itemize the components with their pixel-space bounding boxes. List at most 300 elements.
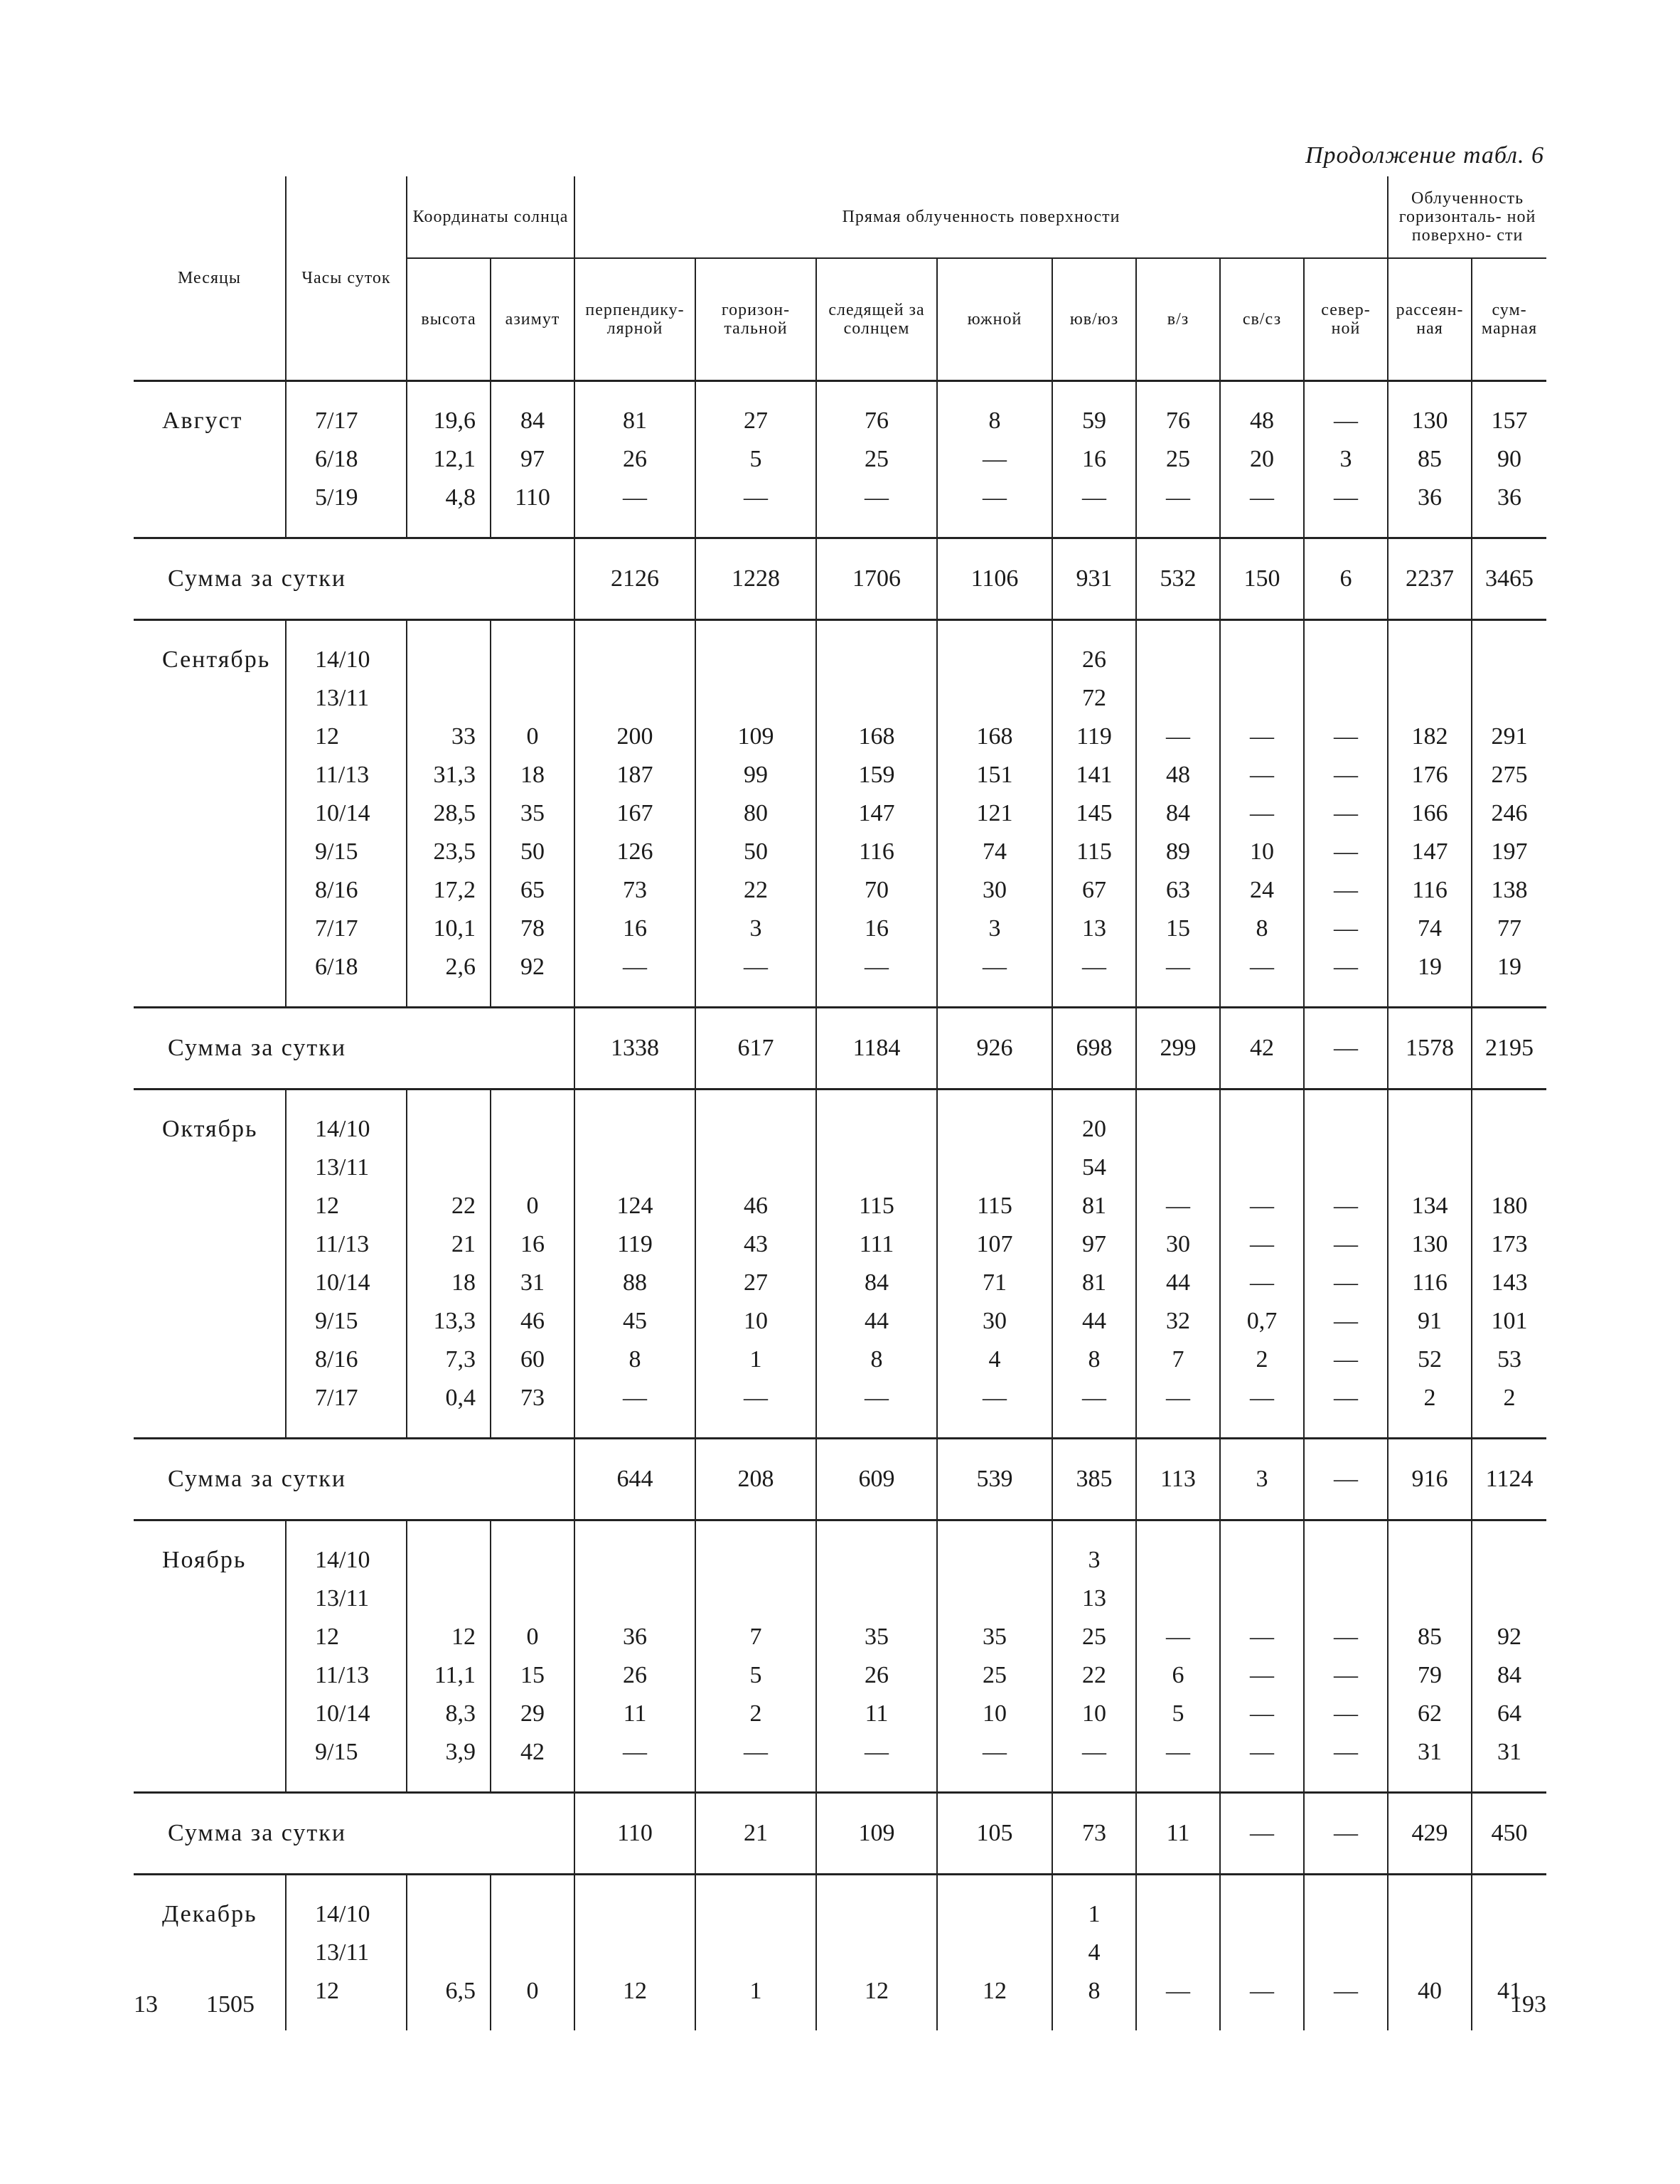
table-cell [1388,1934,1472,1972]
table-cell: 80 [695,794,816,833]
spacer-cell [816,1772,937,1793]
table-cell: 12 [286,1972,407,2010]
table-cell: 12 [574,1972,695,2010]
spacer-cell [1472,517,1546,538]
spacer-cell [937,381,1052,403]
table-row [134,833,1546,871]
table-cell: 5 [695,1656,816,1695]
table-cell: 1 [695,1341,816,1379]
table-cell [1388,1541,1472,1580]
spacer-cell [816,1417,937,1439]
table-cell: 30 [1136,1225,1220,1264]
spacer-row [134,1772,1546,1793]
table-row [134,871,1546,910]
table-cell [1304,1110,1388,1149]
table-cell [574,1149,695,1187]
spacer-cell [407,2010,491,2030]
sum-cell: 113 [1136,1439,1220,1520]
spacer-cell [1472,1417,1546,1439]
table-cell: 46 [491,1302,574,1341]
spacer-cell [937,2010,1052,2030]
spacer-cell [574,1875,695,1896]
table-cell: 2,6 [407,948,491,986]
table-cell: — [1136,948,1220,986]
table-cell: 97 [491,440,574,479]
table-cell: 31 [1472,1733,1546,1772]
sum-cell: 21 [695,1793,816,1875]
table-cell: 60 [491,1341,574,1379]
table-cell: 9/15 [286,1733,407,1772]
table-cell: 36 [1472,479,1546,517]
month-cell [134,1341,286,1379]
spacer-cell [937,1520,1052,1542]
table-cell [937,1895,1052,1934]
spacer-cell [1388,2010,1472,2030]
spacer-cell [1052,1520,1136,1542]
table-cell: — [1052,1733,1136,1772]
table-cell: — [1304,756,1388,794]
header-azimuth: азимут [491,258,574,381]
table-cell: 10/14 [286,794,407,833]
header-south: южной [937,258,1052,381]
sum-cell: 208 [695,1439,816,1520]
table-cell: 4,8 [407,479,491,517]
table-cell: 52 [1388,1341,1472,1379]
sum-cell: 385 [1052,1439,1136,1520]
table-cell: 10 [937,1695,1052,1733]
table-cell: — [1136,1187,1220,1225]
table-cell: — [574,948,695,986]
spacer-cell [1220,1090,1304,1111]
table-cell [1472,1580,1546,1618]
table-cell: 92 [491,948,574,986]
table-cell: 25 [937,1656,1052,1695]
table-cell [1220,679,1304,718]
table-cell: 35 [491,794,574,833]
spacer-cell [1136,986,1220,1008]
table-cell [1472,1149,1546,1187]
table-cell: 10,1 [407,910,491,948]
table-cell: 130 [1388,402,1472,440]
sum-cell: 2237 [1388,538,1472,620]
table-cell: — [1052,479,1136,517]
table-cell: 12 [816,1972,937,2010]
table-cell: 26 [574,1656,695,1695]
table-row [134,1341,1546,1379]
table-cell [1388,1110,1472,1149]
spacer-cell [574,1090,695,1111]
table-cell: 7,3 [407,1341,491,1379]
table-cell: 4 [937,1341,1052,1379]
spacer-cell [937,620,1052,641]
table-cell: — [574,1733,695,1772]
spacer-cell [407,986,491,1008]
month-cell [134,1656,286,1695]
spacer-cell [1220,620,1304,641]
table-cell: 28,5 [407,794,491,833]
table-cell [1388,1580,1472,1618]
table-cell: 24 [1220,871,1304,910]
table-cell: — [1136,1379,1220,1417]
table-cell: 116 [1388,1264,1472,1302]
table-cell: — [695,479,816,517]
table-cell: 291 [1472,718,1546,756]
spacer-cell [1052,620,1136,641]
month-cell [134,1225,286,1264]
table-cell: 76 [816,402,937,440]
table-cell: 126 [574,833,695,871]
table-cell [1388,1149,1472,1187]
table-cell: 119 [574,1225,695,1264]
table-cell: 9/15 [286,833,407,871]
table-cell: 85 [1388,440,1472,479]
table-cell: 7/17 [286,910,407,948]
spacer-cell [816,2010,937,2030]
table-cell: — [574,479,695,517]
table-cell: 54 [1052,1149,1136,1187]
spacer-cell [1136,1772,1220,1793]
spacer-cell [1052,1772,1136,1793]
table-row [134,479,1546,517]
spacer-cell [1304,1772,1388,1793]
table-cell: 59 [1052,402,1136,440]
month-name: Август [162,407,243,434]
table-row [134,1934,1546,1972]
spacer-cell [407,1772,491,1793]
sum-cell: 926 [937,1008,1052,1090]
table-cell: 84 [816,1264,937,1302]
sum-cell: 931 [1052,538,1136,620]
table-row [134,1580,1546,1618]
spacer-cell [574,1772,695,1793]
table-cell: 81 [574,402,695,440]
sum-cell: — [1304,1439,1388,1520]
spacer-cell [1388,1772,1472,1793]
table-cell: 3 [1052,1541,1136,1580]
table-cell: 6,5 [407,1972,491,2010]
table-cell: 0 [491,718,574,756]
table-cell: — [1220,1733,1304,1772]
table-cell: 14/10 [286,1541,407,1580]
table-cell: 62 [1388,1695,1472,1733]
table-cell [1472,679,1546,718]
spacer-row [134,517,1546,538]
table-cell: 8 [937,402,1052,440]
spacer-cell [1052,2010,1136,2030]
header-months: Месяцы [134,176,286,381]
spacer-cell [1136,381,1220,403]
table-cell: 111 [816,1225,937,1264]
spacer-cell [1304,1520,1388,1542]
table-cell: 16 [816,910,937,948]
table-cell [1220,1149,1304,1187]
table-cell [1388,679,1472,718]
table-row [134,1695,1546,1733]
spacer-cell [1052,381,1136,403]
spacer-cell [1304,986,1388,1008]
table-cell [695,1580,816,1618]
table-cell: — [1136,479,1220,517]
month-name: Октябрь [162,1116,258,1142]
header-ne-nw: св/сз [1220,258,1304,381]
table-cell: 0,7 [1220,1302,1304,1341]
table-row [134,756,1546,794]
table-cell: — [1304,1302,1388,1341]
table-cell: — [1052,1379,1136,1417]
table-cell: 12,1 [407,440,491,479]
table-cell: 116 [1388,871,1472,910]
table-cell: 91 [1388,1302,1472,1341]
sum-cell: 916 [1388,1439,1472,1520]
sum-cell: 1228 [695,538,816,620]
spacer-cell [937,1875,1052,1896]
sum-cell: — [1220,1793,1304,1875]
table-cell: — [1304,1379,1388,1417]
table-cell [937,1934,1052,1972]
table-cell: — [1304,871,1388,910]
table-cell: 26 [816,1656,937,1695]
table-cell [491,679,574,718]
table-cell: 12 [286,1618,407,1656]
sum-label: Сумма за сутки [134,1793,574,1875]
table-cell: — [937,440,1052,479]
spacer-cell [1472,1772,1546,1793]
table-cell [1472,1541,1546,1580]
table-cell: — [1136,1618,1220,1656]
spacer-cell [937,1417,1052,1439]
table-cell: 73 [574,871,695,910]
table-cell: — [1304,794,1388,833]
sum-cell: 3 [1220,1439,1304,1520]
table-cell: 166 [1388,794,1472,833]
table-cell [1136,1110,1220,1149]
table-cell: 151 [937,756,1052,794]
table-cell: 84 [1472,1656,1546,1695]
spacer-cell [407,517,491,538]
header-se-sw: юв/юз [1052,258,1136,381]
month-cell [134,910,286,948]
sum-cell: 3465 [1472,538,1546,620]
table-cell: 3 [1304,440,1388,479]
table-cell [937,679,1052,718]
table-cell: 7/17 [286,1379,407,1417]
sum-cell: 1338 [574,1008,695,1090]
spacer-cell [1220,517,1304,538]
table-cell [1388,641,1472,679]
table-cell: 13/11 [286,1149,407,1187]
table-cell: — [816,479,937,517]
spacer-cell [286,986,407,1008]
table-cell [695,1895,816,1934]
table-cell: — [1220,1379,1304,1417]
table-cell: 79 [1388,1656,1472,1695]
table-row [134,910,1546,948]
spacer-cell [1220,1520,1304,1542]
spacer-cell [1388,1875,1472,1896]
sum-cell: 1184 [816,1008,937,1090]
table-cell: 85 [1388,1618,1472,1656]
header-horizontal: горизон- тальной [695,258,816,381]
header-altitude: высота [407,258,491,381]
table-cell: — [1052,948,1136,986]
table-cell: — [937,1733,1052,1772]
table-row [134,1541,1546,1580]
table-cell: 84 [491,402,574,440]
table-cell [1220,1580,1304,1618]
spacer-cell [816,1090,937,1111]
table-cell: 10 [1052,1695,1136,1733]
table-cell: 8,3 [407,1695,491,1733]
spacer-cell [816,381,937,403]
table-cell [1220,1895,1304,1934]
table-cell [407,1149,491,1187]
table-cell: 44 [1136,1264,1220,1302]
table-cell: 77 [1472,910,1546,948]
table-row [134,1149,1546,1187]
table-cell: 19 [1388,948,1472,986]
table-cell: 13,3 [407,1302,491,1341]
month-cell [134,440,286,479]
table-cell: 36 [1388,479,1472,517]
table-cell [407,1895,491,1934]
spacer-cell [695,517,816,538]
table-cell [407,679,491,718]
table-cell: — [1304,1618,1388,1656]
table-cell: 18 [407,1264,491,1302]
header-north: север- ной [1304,258,1388,381]
table-cell [491,1580,574,1618]
spacer-cell [491,381,574,403]
table-cell [1304,1580,1388,1618]
spacer-cell [695,1090,816,1111]
sum-cell: 539 [937,1439,1052,1520]
table-cell: 64 [1472,1695,1546,1733]
table-cell: 26 [1052,641,1136,679]
table-cell: 5 [695,440,816,479]
spacer-cell [134,1417,286,1439]
sum-cell: 532 [1136,538,1220,620]
table-cell: — [1304,718,1388,756]
header-tracking: следящей за солнцем [816,258,937,381]
table-cell: 143 [1472,1264,1546,1302]
table-cell: 21 [407,1225,491,1264]
table-cell: 40 [1388,1972,1472,2010]
table-cell: 138 [1472,871,1546,910]
spacer-cell [1136,517,1220,538]
sum-cell: — [1304,1793,1388,1875]
header-total: сум- марная [1472,258,1546,381]
sum-row [134,1439,1546,1520]
header-sun-coords: Координаты солнца [407,176,574,258]
spacer-cell [816,986,937,1008]
header-hours: Часы суток [286,176,407,381]
table-cell: 8/16 [286,871,407,910]
table-cell [816,1895,937,1934]
sum-cell: 1124 [1472,1439,1546,1520]
table-cell [937,1541,1052,1580]
table-cell: 44 [816,1302,937,1341]
month-cell [134,948,286,986]
month-cell [134,1302,286,1341]
table-cell: 14/10 [286,641,407,679]
table-cell [1220,1934,1304,1972]
table-cell [937,1580,1052,1618]
sum-cell: 429 [1388,1793,1472,1875]
sum-row [134,1793,1546,1875]
table-cell: 8 [1052,1341,1136,1379]
sum-cell: 11 [1136,1793,1220,1875]
table-cell: 134 [1388,1187,1472,1225]
table-cell [407,641,491,679]
table-cell: 101 [1472,1302,1546,1341]
table-body [134,381,1546,2031]
table-cell: 12 [286,1187,407,1225]
spacer-cell [695,1772,816,1793]
table-cell: 89 [1136,833,1220,871]
month-cell [134,1934,286,1972]
table-cell: 167 [574,794,695,833]
table-cell [1472,1934,1546,1972]
table-cell: 147 [1388,833,1472,871]
spacer-cell [574,620,695,641]
table-cell: 50 [491,833,574,871]
sum-cell: 1578 [1388,1008,1472,1090]
table-cell [1136,1895,1220,1934]
table-cell: 36 [574,1618,695,1656]
table-cell: 159 [816,756,937,794]
spacer-cell [1052,986,1136,1008]
table-cell: 11/13 [286,1656,407,1695]
sum-cell: 617 [695,1008,816,1090]
table-cell: 23,5 [407,833,491,871]
table-cell: 16 [1052,440,1136,479]
spacer-cell [134,620,286,641]
sum-cell: 450 [1472,1793,1546,1875]
spacer-cell [1304,620,1388,641]
table-cell: 78 [491,910,574,948]
table-cell: 8 [816,1341,937,1379]
table-row [134,1895,1546,1934]
table-cell: 141 [1052,756,1136,794]
table-row [134,1264,1546,1302]
table-cell: 11/13 [286,756,407,794]
table-cell: 9/15 [286,1302,407,1341]
table-cell [491,641,574,679]
spacer-cell [574,381,695,403]
table-cell [937,1110,1052,1149]
spacer-row [134,1090,1546,1111]
spacer-row [134,1875,1546,1896]
table-cell [1304,1541,1388,1580]
table-cell: 0,4 [407,1379,491,1417]
table-cell: 42 [491,1733,574,1772]
table-cell: — [1220,794,1304,833]
table-cell: 2 [695,1695,816,1733]
table-cell: — [1304,1972,1388,2010]
table-row [134,794,1546,833]
table-cell: 130 [1388,1225,1472,1264]
table-cell: 45 [574,1302,695,1341]
spacer-cell [1388,620,1472,641]
table-cell: 116 [816,833,937,871]
table-cell: 8 [1052,1972,1136,2010]
table-cell [574,1580,695,1618]
table-cell: 48 [1136,756,1220,794]
table-cell [695,1149,816,1187]
table-cell: 10 [695,1302,816,1341]
table-cell: 7 [695,1618,816,1656]
table-cell: 11/13 [286,1225,407,1264]
